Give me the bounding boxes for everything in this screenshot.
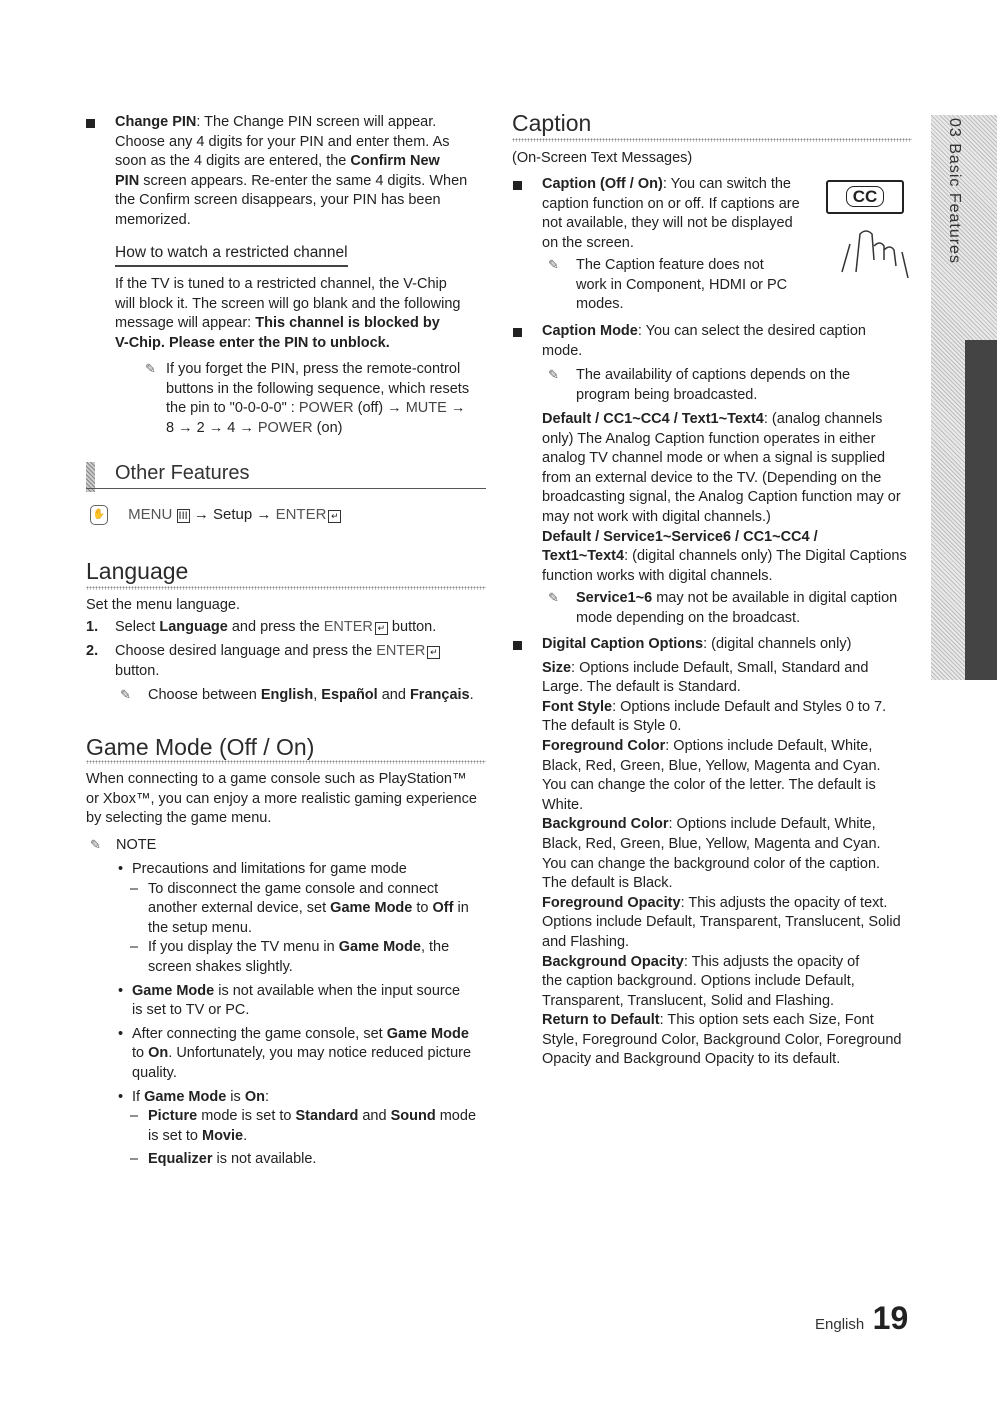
text: .: [469, 687, 474, 703]
term: Font Style: [542, 698, 613, 715]
text: (On-Screen Text Messages): [512, 150, 693, 166]
list-item: [132, 1088, 492, 1108]
pin-reset-note: [166, 360, 496, 438]
change-pin-label: Change PIN: [115, 114, 197, 130]
term: Caption (Off / On): [542, 176, 663, 192]
text: analog TV channel mode or when a signal is supplied: [542, 450, 886, 467]
enter-key: ENTER: [376, 643, 426, 659]
term: Français: [409, 687, 470, 703]
term: Game Mode: [386, 1025, 469, 1042]
text: broadcasting signal, the Analog Caption function may or: [542, 489, 901, 506]
text: and press the: [227, 619, 324, 635]
text: is not available.: [212, 1151, 317, 1168]
heading-dotted-rule: [86, 760, 486, 764]
list-item: [132, 860, 492, 880]
note-pencil-icon: ✎: [90, 837, 101, 852]
text: , the: [420, 939, 450, 956]
term: Movie: [202, 1127, 244, 1144]
term: Foreground Opacity: [542, 894, 681, 911]
text: – To disconnect the game console and connect: [148, 880, 492, 900]
language-note: [148, 686, 474, 706]
text: Choose between: [148, 687, 261, 703]
term: Default / CC1~CC4 / Text1~Text4: [542, 411, 764, 427]
heading-dotted-rule: [512, 138, 912, 142]
term: Default / Service1~Service6 / CC1~CC4 /: [542, 528, 818, 545]
step-number: 2.: [86, 643, 99, 659]
term: Off: [432, 900, 454, 917]
text: : (digital channels only): [703, 636, 852, 652]
text: Precautions and limitations for game mode: [132, 861, 407, 877]
note-pencil-icon: ✎: [145, 361, 156, 376]
text: If you display the TV menu in: [148, 939, 339, 956]
text: not available, they will not be displayed: [542, 215, 793, 232]
note-pencil-icon: ✎: [120, 687, 131, 702]
chapter-label: 03 Basic Features: [946, 118, 963, 264]
text: Large. The default is Standard.: [542, 679, 741, 696]
enter-icon: ↵: [427, 646, 440, 659]
text: If: [132, 1088, 145, 1105]
text: memorized.: [115, 211, 191, 228]
text: Black, Red, Green, Blue, Yellow, Magenta and Cyan.: [542, 835, 881, 852]
mute-key: MUTE: [405, 400, 447, 417]
text: ,: [313, 687, 322, 703]
text: caption function on or off. If captions are: [542, 195, 800, 212]
text: function works with digital channels.: [542, 567, 773, 584]
term: Picture: [148, 1108, 198, 1125]
text: program being broadcasted.: [576, 386, 758, 403]
text: mode is set to: [197, 1108, 296, 1125]
text: modes.: [576, 296, 624, 313]
text: The default is Black.: [542, 875, 673, 892]
text: another external device, set: [148, 900, 331, 917]
service-note: [576, 589, 916, 628]
caption-heading: [512, 110, 591, 137]
text: Choose desired language and press the: [115, 643, 377, 659]
language-intro: [86, 596, 240, 616]
text: and Flashing.: [542, 933, 630, 950]
text: screen appears. Re-enter the same 4 digits. When: [139, 172, 468, 189]
text: is set to TV or PC.: [132, 1002, 250, 1019]
text: work in Component, HDMI or PC: [576, 276, 788, 293]
heading-text: Caption: [512, 110, 592, 136]
text: If the TV is tuned to a restricted channel, the V-Chip: [115, 276, 447, 292]
text: : Options include Default, Small, Standard and: [571, 659, 869, 676]
text: You can change the color of the letter. The default is: [542, 777, 876, 794]
enter-icon: ↵: [375, 622, 388, 635]
text: :: [264, 1088, 269, 1105]
analog-caption-desc: [542, 410, 917, 586]
text: : This adjusts the opacity of text.: [680, 894, 888, 911]
text: : You can select the desired caption: [637, 323, 866, 339]
text: After connecting the game console, set: [132, 1025, 387, 1042]
enter-key: ENTER: [323, 619, 373, 635]
text: to: [132, 1045, 149, 1062]
text: to: [412, 900, 433, 917]
heading-rule: [86, 488, 486, 489]
heading-text: Language: [86, 558, 189, 584]
text: in: [453, 900, 469, 917]
text: (off) →: [353, 400, 406, 417]
bullet-square: [513, 641, 522, 650]
text: : (analog channels: [763, 411, 883, 427]
game-mode-intro: [86, 770, 486, 829]
restricted-paragraph: [115, 275, 495, 353]
text: Select: [115, 619, 160, 635]
term: Game Mode: [338, 939, 421, 956]
term: Game Mode: [330, 900, 413, 917]
term: Game Mode: [132, 982, 215, 999]
text: The default is Style 0.: [542, 718, 682, 735]
cc-label: CC: [846, 186, 885, 207]
game-mode-notes: [132, 860, 492, 1170]
text: only) The Analog Caption function operates in either: [542, 430, 876, 447]
term: Background Color: [542, 816, 669, 833]
note-pencil-icon: ✎: [548, 590, 559, 605]
menu-path: [90, 505, 341, 525]
term: Caption Mode: [542, 323, 638, 339]
list-item: [148, 1107, 492, 1170]
note-pencil-icon: ✎: [548, 257, 559, 272]
language-step-2: [115, 642, 485, 681]
list-item: [148, 880, 492, 978]
note-pencil-icon: ✎: [548, 367, 559, 382]
term: On: [244, 1088, 265, 1105]
text: from an external device to the TV. (Depending on the: [542, 469, 882, 486]
text: the pin to "0-0-0-0" :: [166, 400, 299, 417]
heading-text: Other Features: [115, 462, 250, 484]
text: is: [226, 1088, 245, 1105]
text: quality.: [132, 1064, 177, 1081]
text: Style, Foreground Color, Background Color, Foreground: [542, 1031, 902, 1048]
text: is not available when the input source: [214, 982, 461, 999]
text: : The Change PIN screen will appear.: [196, 114, 437, 130]
text: Black, Red, Green, Blue, Yellow, Magenta and Cyan.: [542, 757, 881, 774]
text: and: [358, 1108, 391, 1125]
enter-icon: ↵: [328, 510, 341, 523]
text: The availability of captions depends on the: [576, 367, 851, 383]
blocked-message: This channel is blocked by: [255, 315, 440, 332]
term: Background Opacity: [542, 953, 684, 970]
heading-text: Game Mode (Off / On): [86, 734, 315, 760]
page-number: 19: [872, 1300, 909, 1336]
text: : (digital channels only) The Digital Captions: [624, 548, 907, 565]
power-key: POWER: [257, 419, 313, 436]
term: Size: [542, 659, 572, 676]
term: Service1~6: [576, 590, 653, 606]
caption-mode: [542, 322, 912, 361]
bullet-square: [513, 328, 522, 337]
text: button.: [115, 662, 160, 679]
text: or Xbox™, you can enjoy a more realistic gaming experience: [86, 790, 477, 807]
term: Foreground Color: [542, 737, 666, 754]
pin-term: PIN: [115, 172, 140, 189]
text: .: [243, 1127, 248, 1144]
term: Game Mode: [144, 1088, 227, 1105]
term: Language: [159, 619, 228, 635]
text: Options include Default, Transparent, Translucent, Solid: [542, 914, 901, 931]
text: button.: [387, 619, 437, 635]
text: →: [446, 400, 466, 417]
text: You can change the background color of the caption.: [542, 855, 881, 872]
text: screen shakes slightly.: [148, 958, 293, 975]
text: is set to: [148, 1127, 202, 1144]
language-heading: [86, 558, 188, 585]
text: : This adjusts the opacity of: [683, 953, 860, 970]
confirm-new-term: Confirm New: [350, 153, 440, 170]
text: : Options include Default, White,: [665, 737, 873, 754]
note-label: NOTE: [116, 837, 157, 853]
text: . Unfortunately, you may notice reduced picture: [168, 1045, 472, 1062]
text: Set the menu language.: [86, 597, 240, 613]
term: Standard: [295, 1108, 359, 1125]
caption-on-off: [542, 175, 842, 253]
term: Equalizer: [148, 1151, 213, 1168]
language-step-1: [115, 618, 436, 638]
list-item: [132, 982, 492, 1002]
text: Opacity and Background Opacity to its default.: [542, 1051, 841, 1068]
term: Sound: [390, 1108, 436, 1125]
game-mode-heading: [86, 734, 314, 761]
text: may not work with digital channels.): [542, 508, 771, 525]
footer-language: English: [815, 1316, 865, 1333]
enter-key: ENTER: [275, 505, 327, 523]
text: The Caption feature does not: [576, 257, 764, 273]
text: → Setup →: [189, 505, 276, 523]
power-key: POWER: [298, 400, 354, 417]
text: soon as the 4 digits are entered, the: [115, 153, 351, 170]
heading-dotted-rule: [86, 586, 486, 590]
term: On: [148, 1045, 169, 1062]
remote-icon: ✋: [90, 505, 108, 525]
text: mode depending on the broadcast.: [576, 609, 801, 626]
text: and: [377, 687, 410, 703]
text: may not be available in digital caption: [652, 590, 898, 606]
text: If you forget the PIN, press the remote-control: [166, 361, 461, 377]
bullet-square: [513, 181, 522, 190]
caption-mode-note: [576, 366, 850, 405]
text: 8 → 2 → 4 →: [166, 419, 258, 436]
term: Return to Default: [542, 1012, 660, 1029]
text: (on): [312, 419, 343, 436]
chapter-sidebar-marker: [965, 340, 997, 680]
text: will block it. The screen will go blank and the following: [115, 295, 461, 312]
other-features-heading: [115, 462, 250, 485]
text: the Confirm screen disappears, your PIN has been: [115, 192, 441, 209]
text: Transparent, Translucent, Solid and Flashing.: [542, 992, 835, 1009]
text: : This option sets each Size, Font: [659, 1012, 874, 1029]
blocked-message: V-Chip. Please enter the PIN to unblock.: [115, 334, 390, 351]
step-number: 1.: [86, 619, 99, 635]
bullet-square: [86, 119, 95, 128]
caption-note: [576, 256, 787, 315]
heading-text: How to watch a restricted channel: [115, 244, 348, 261]
text: White.: [542, 796, 584, 813]
term: English: [260, 687, 314, 703]
menu-key: MENU: [128, 505, 173, 523]
term: Español: [321, 687, 378, 703]
term: Text1~Text4: [542, 548, 625, 565]
page-footer: [815, 1300, 908, 1337]
text: message will appear:: [115, 315, 256, 332]
text: the setup menu.: [148, 919, 252, 936]
text: : You can switch the: [662, 176, 791, 192]
digital-caption-options: [542, 635, 917, 1070]
term: Digital Caption Options: [542, 636, 704, 652]
text: the caption background. Options include Default,: [542, 973, 855, 990]
change-pin-paragraph: [115, 113, 495, 231]
text: Choose any 4 digits for your PIN and enter them. As: [115, 133, 450, 150]
text: mode.: [542, 342, 583, 359]
menu-icon: III: [178, 509, 188, 522]
text: When connecting to a game console such as PlayStation™: [86, 771, 467, 787]
text: on the screen.: [542, 234, 634, 251]
text: buttons in the following sequence, which resets: [166, 380, 470, 397]
text: : Options include Default, White,: [668, 816, 876, 833]
text: : Options include Default and Styles 0 to 7.: [612, 698, 887, 715]
list-item: [132, 1025, 492, 1045]
caption-subtitle: [512, 149, 692, 169]
text: by selecting the game menu.: [86, 810, 272, 827]
restricted-channel-heading: [115, 244, 348, 267]
text: mode: [435, 1108, 477, 1125]
